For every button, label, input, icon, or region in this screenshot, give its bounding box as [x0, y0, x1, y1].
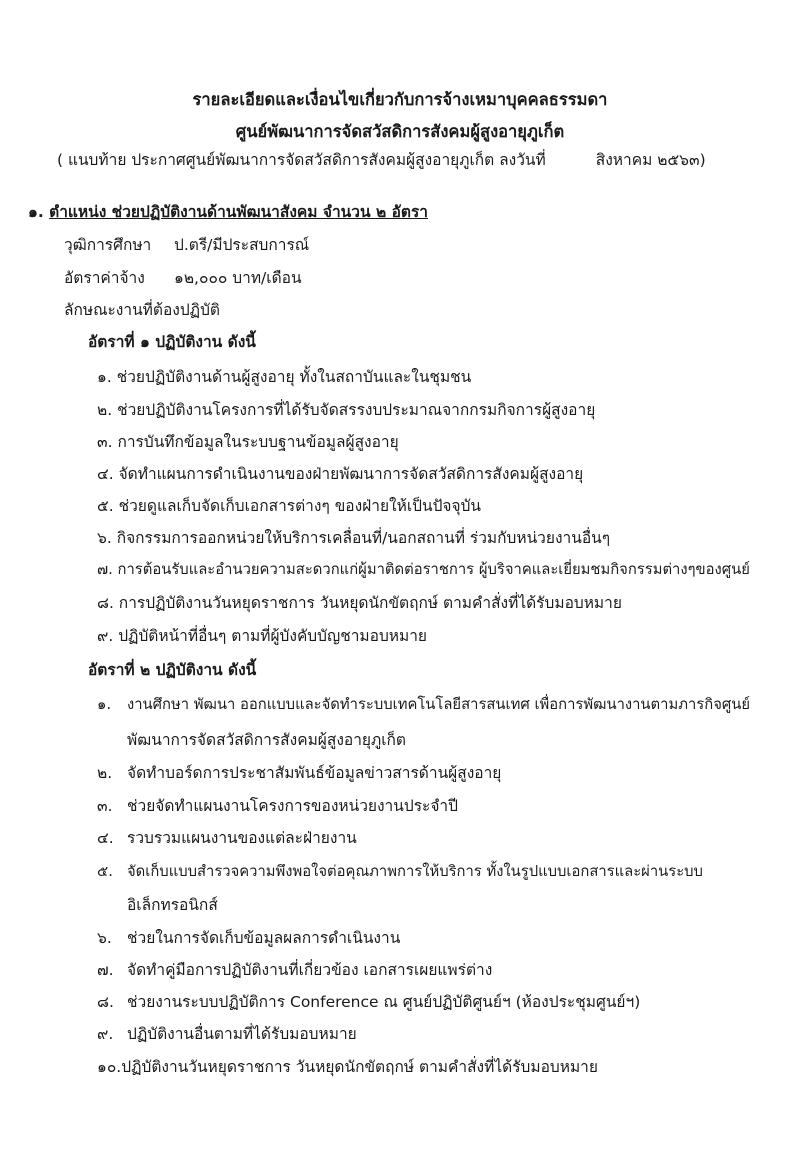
list-item: ๑. งานศึกษา พัฒนา ออกแบบและจัดทำระบบเทคโนโลยีสารสนเทศ เพื่อการพัฒนางานตามภารกิจศูนย์	[97, 696, 751, 713]
list-item: ๙. ปฏิบัติงานอื่นตามที่ได้รับมอบหมาย	[97, 1025, 357, 1043]
document-subtitle: ศูนย์พัฒนาการจัดสวัสดิการสังคมผู้สูงอายุภูเก็ต	[235, 122, 565, 141]
list-item: ๙. ปฏิบัติหน้าที่อื่นๆ ตามที่ผู้บังคับบัญชามอบหมาย	[97, 627, 428, 645]
list-item: ๘. ช่วยงานระบบปฏิบัติการ Conference ณ ศูนย์ปฏิบัติศูนย์ฯ (ห้องประชุมศูนย์ฯ)	[97, 993, 641, 1011]
list-item-continuation: พัฒนาการจัดสวัสดิการสังคมผู้สูงอายุภูเก็ต	[127, 731, 406, 749]
wage-label: อัตราค่าจ้าง	[64, 269, 145, 287]
education-label: วุฒิการศึกษา	[64, 236, 152, 254]
wage-value: ๑๒,๐๐๐ บาท/เดือน	[174, 269, 302, 287]
list-item: ๓. ช่วยจัดทำแผนงานโครงการของหน่วยงานประจำปี	[97, 797, 458, 815]
list-item: ๗. การต้อนรับและอำนวยความสะดวกแก่ผู้มาติดต่อราชการ ผู้บริจาคและเยี่ยมชมกิจกรรมต่างๆของศูนย์	[97, 561, 750, 578]
wage-row	[64, 267, 302, 289]
list-item: ๔. จัดทำแผนการดำเนินงานของฝ่ายพัฒนาการจัดสวัสดิการสังคมผู้สูงอายุ	[97, 465, 584, 483]
rate1-heading: อัตราที่ ๑ ปฏิบัติงาน ดังนี้	[88, 333, 256, 351]
list-item: ๗. จัดทำคู่มือการปฏิบัติงานที่เกี่ยวข้อง เอกสารเผยแพร่ต่าง	[97, 961, 493, 979]
position-title: ตำแหน่ง ช่วยปฏิบัติงานด้านพัฒนาสังคม จำนวน ๒ อัตรา	[49, 203, 428, 221]
duties-label: ลักษณะงานที่ต้องปฏิบัติ	[64, 301, 220, 319]
list-item: ๒. ช่วยปฏิบัติงานโครงการที่ได้รับจัดสรรงบประมาณจากกรมกิจการผู้สูงอายุ	[97, 401, 596, 419]
education-value: ป.ตรี/มีประสบการณ์	[174, 236, 310, 254]
education-row	[64, 234, 309, 256]
position-heading	[28, 201, 428, 223]
list-item: ๑๐.ปฏิบัติงานวันหยุดราชการ วันหยุดนักขัตฤกษ์ ตามคำสั่งที่ได้รับมอบหมาย	[97, 1058, 598, 1076]
list-item: ๕. จัดเก็บแบบสำรวจความพึงพอใจต่อคุณภาพการให้บริการ ทั้งในรูปแบบเอกสารและผ่านระบบ	[97, 863, 703, 880]
list-item: ๖. ช่วยในการจัดเก็บข้อมูลผลการดำเนินงาน	[97, 929, 401, 947]
document-title: รายละเอียดและเงื่อนไขเกี่ยวกับการจ้างเหมาบุคคลธรรมดา	[192, 90, 608, 109]
list-item: ๕. ช่วยดูแลเก็บจัดเก็บเอกสารต่างๆ ของฝ่ายให้เป็นปัจจุบัน	[97, 497, 482, 515]
annex-date: สิงหาคม ๒๕๖๓)	[595, 151, 706, 169]
list-item: ๒. จัดทำบอร์ดการประชาสัมพันธ์ข้อมูลข่าวสารด้านผู้สูงอายุ	[97, 764, 502, 782]
position-number: ๑.	[28, 203, 44, 221]
list-item: ๖. กิจกรรมการออกหน่วยให้บริการเคลื่อนที่/นอกสถานที่ ร่วมกับหน่วยงานอื่นๆ	[97, 529, 611, 547]
rate2-heading: อัตราที่ ๒ ปฏิบัติงาน ดังนี้	[88, 661, 257, 679]
list-item: ๘. การปฏิบัติงานวันหยุดราชการ วันหยุดนักขัตฤกษ์ ตามคำสั่งที่ได้รับมอบหมาย	[97, 594, 622, 612]
list-item: ๔. รวบรวมแผนงานของแต่ละฝ่ายงาน	[97, 829, 357, 847]
list-item: ๑. ช่วยปฏิบัติงานด้านผู้สูงอายุ ทั้งในสถาบันและในชุมชน	[97, 368, 472, 386]
annex-note	[57, 149, 706, 171]
list-item-continuation: อิเล็กทรอนิกส์	[127, 896, 218, 914]
annex-text: ( แนบท้าย ประกาศศูนย์พัฒนาการจัดสวัสดิการสังคมผู้สูงอายุภูเก็ต ลงวันที่	[57, 151, 546, 169]
list-item: ๓. การบันทึกข้อมูลในระบบฐานข้อมูลผู้สูงอายุ	[97, 433, 399, 451]
